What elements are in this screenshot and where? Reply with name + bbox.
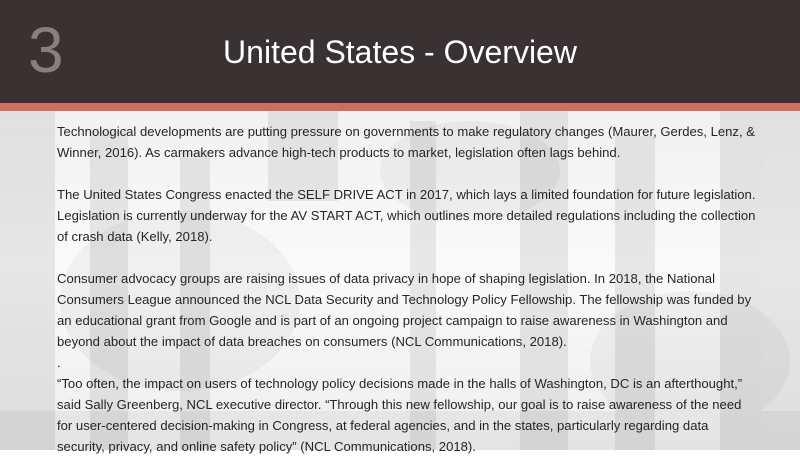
slide-body [57,121,757,457]
slide-title: United States - Overview [223,34,577,70]
slide-number: 3 [28,14,64,86]
paragraph-dot: . [57,355,61,370]
accent-bar [0,103,800,111]
paragraph-regulatory-pressure: Technological developments are putting pressure on governments to make regulatory changes (Maurer, Gerdes, Lenz, & Winner, 2016). As carmakers advance high-tech products to market, legislation often lags behind. [57,124,755,160]
slide-header [0,0,800,103]
paragraph-self-drive-act: The United States Congress enacted the SELF DRIVE ACT in 2017, which lays a limited foundation for future legislation. Legislation is currently underway for the AV START ACT, which outlines more detailed regulations including the collection of crash data (Kelly, 2018). [57,187,756,244]
paragraph-consumer-advocacy: Consumer advocacy groups are raising issues of data privacy in hope of shaping legislation. In 2018, the National Consumers League announced the NCL Data Security and Technology Policy Fellowship. The fellowship was funded by an educational grant from Google and is part of an ongoing project campaign to raise awareness in Washington and beyond about the impact of data breaches on consumers (NCL Communications, 2018). [57,271,752,349]
paragraph-quote: “Too often, the impact on users of technology policy decisions made in the halls of Washington, DC is an afterthought,” said Sally Greenberg, NCL executive director. “Through this new fellowship, our goal is to raise awareness of the need for user-centered decision-making in Congress, at federal agencies, and in the states, particularly regarding data security, privacy, and online safety policy” (NCL Communications, 2018). [57,376,743,454]
